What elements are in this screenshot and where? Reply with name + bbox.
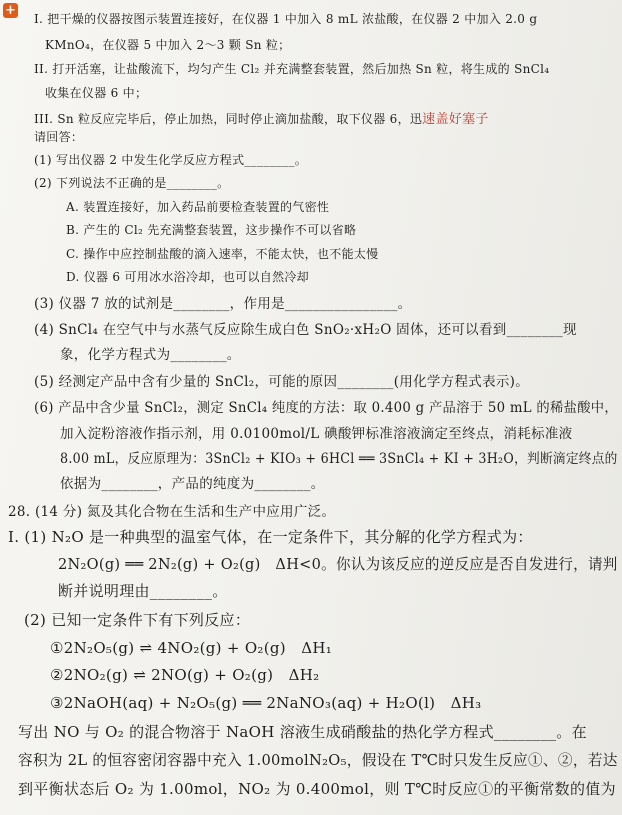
reaction-2: ②2NO₂(g) ⇌ 2NO(g) + O₂(g) ΔH₂ — [50, 666, 320, 684]
text-line: 到平衡状态后 O₂ 为 1.00mol，NO₂ 为 0.400mol，则 T℃时反应①的平衡常数的值为 — [18, 780, 616, 798]
text-line: 容积为 2L 的恒容密闭容器中充入 1.00molN₂O₅，假设在 T℃时只发生反应①、②，若达 — [18, 751, 618, 769]
option-a: A. 装置连接好，加入药品前要检查装置的气密性 — [66, 200, 330, 214]
reaction-1: ①2N₂O₅(g) ⇌ 4NO₂(g) + O₂(g) ΔH₁ — [50, 639, 333, 657]
step-three-text: III. Sn 粒反应完毕后，停止加热，同时停止滴加盐酸，取下仪器 6，迅 — [34, 112, 423, 126]
decomposition-equation: 2N₂O(g) ══ 2N₂(g) + O₂(g) ΔH<0。你认为该反应的逆反应是否自发进行，请判 — [58, 555, 618, 573]
text-line: 依据为________，产品的纯度为________。 — [60, 476, 325, 492]
question-3: (3) 仪器 7 放的试剂是________，作用是________________。 — [34, 296, 412, 312]
question-28-part-1: I. (1) N₂O 是一种典型的温室气体，在一定条件下，其分解的化学方程式为： — [8, 528, 533, 546]
red-stamp-text: 速盖好塞子 — [422, 112, 489, 127]
option-d: D. 仪器 6 可用冰水浴冷却，也可以自然冷却 — [66, 270, 309, 284]
text-line: 收集在仪器 6 中； — [45, 86, 148, 100]
reaction-3: ③2NaOH(aq) + N₂O₅(g) ══ 2NaNO₃(aq) + H₂O(l) ΔH₃ — [50, 694, 482, 712]
text-line: I. 把干燥的仪器按图示装置连接好，在仪器 1 中加入 8 mL 浓盐酸，在仪器 2 中加入 2.0 g — [34, 12, 538, 26]
option-b: B. 产生的 Cl₂ 先充满整套装置，这步操作不可以省略 — [66, 223, 357, 237]
text-line: 写出 NO 与 O₂ 的混合物溶于 NaOH 溶液生成硝酸盐的热化学方程式________。在 — [18, 723, 587, 741]
question-1: (1) 写出仪器 2 中发生化学反应方程式________。 — [34, 153, 308, 167]
question-28-heading: 28. (14 分) 氮及其化合物在生活和生产中应用广泛。 — [8, 504, 336, 520]
question-5: (5) 经测定产品中含有少量的 SnCl₂，可能的原因________(用化学方程式表示)。 — [34, 374, 530, 390]
text-line — [34, 108, 489, 127]
reaction-equation: 8.00 mL，反应原理为：3SnCl₂ + KIO₃ + 6HCl ══ 3SnCl₄ + KI + 3H₂O，判断滴定终点的 — [60, 451, 618, 467]
text-line: KMnO₄，在仪器 5 中加入 2～3 颗 Sn 粒； — [45, 38, 291, 52]
question-6: (6) 产品中含少量 SnCl₂，测定 SnCl₄ 纯度的方法：取 0.400 g 产品溶于 50 mL 的稀盐酸中， — [34, 400, 618, 416]
question-28-part-2: (2) 已知一定条件下有下列反应： — [24, 611, 251, 629]
question-4: (4) SnCl₄ 在空气中与水蒸气反应除生成白色 SnO₂·xH₂O 固体，还可以看到________现 — [34, 322, 577, 338]
plus-square-icon[interactable]: + — [3, 3, 18, 18]
text-line: 请回答： — [34, 130, 84, 144]
text-line: II. 打开活塞，让盐酸流下，均匀产生 Cl₂ 并充满整套装置，然后加热 Sn 粒，将生成的 SnCl₄ — [34, 62, 550, 76]
text-line: 象，化学方程式为________。 — [60, 347, 241, 363]
option-c: C. 操作中应控制盐酸的滴入速率，不能太快，也不能太慢 — [66, 247, 379, 261]
text-line: 断并说明理由________。 — [58, 582, 228, 600]
question-2: (2) 下列说法不正确的是________。 — [34, 176, 230, 190]
text-line: 加入淀粉溶液作指示剂，用 0.0100mol/L 碘酸钾标准溶液滴定至终点，消耗标准液 — [60, 426, 573, 442]
